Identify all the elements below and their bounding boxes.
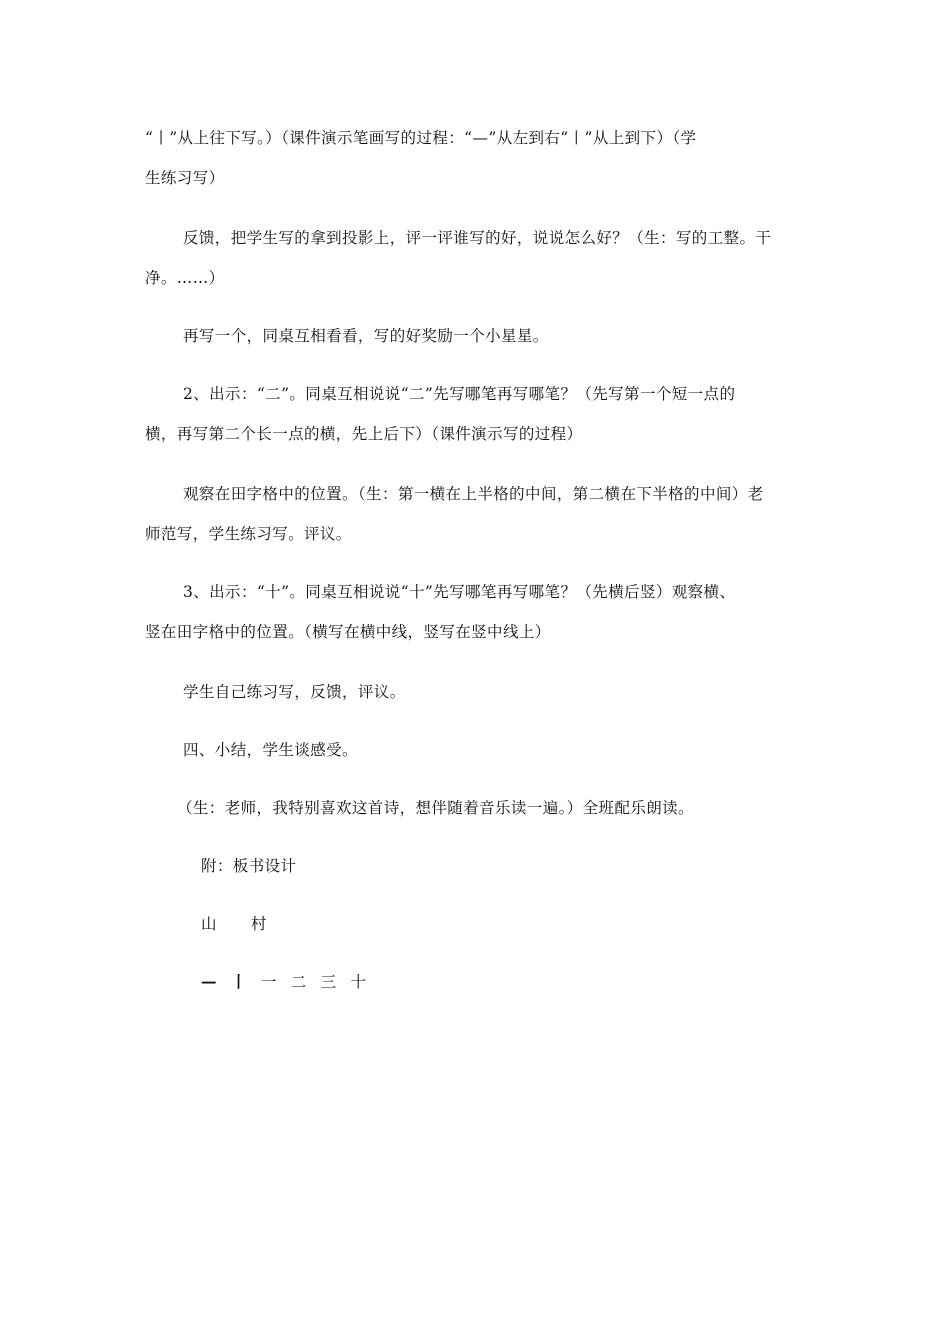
paragraph-9-line-1: （生：老师，我特别喜欢这首诗，想伴随着音乐读一遍。）全班配乐朗读。 xyxy=(177,799,694,817)
paragraph-6-line-1: 3、出示：“十”。同桌互相说说“十”先写哪笔再写哪笔？（先横后竖）观察横、 xyxy=(183,583,736,601)
board-title-char-2: 村 xyxy=(250,915,267,933)
paragraph-1-line-1: “丨”从上往下写。）（课件演示笔画写的过程：“—”从左到右“丨”从上到下）（学 xyxy=(145,129,697,147)
paragraph-6-line-2: 竖在田字格中的位置。（横写在横中线，竖写在竖中线上） xyxy=(145,623,551,641)
char-yi: 一 xyxy=(260,973,277,991)
paragraph-5-line-2: 师范写，学生练习写。评议。 xyxy=(145,525,352,543)
char-shi: 十 xyxy=(350,973,367,991)
paragraph-1-line-2: 生练习写） xyxy=(145,169,225,187)
board-title xyxy=(201,914,267,934)
paragraph-2-line-1: 反馈，把学生写的拿到投影上，评一评谁写的好，说说怎么好？（生：写的工整。干 xyxy=(183,229,772,247)
paragraph-8-line-1: 四、小结，学生谈感受。 xyxy=(183,741,358,759)
paragraph-3-line-1: 再写一个，同桌互相看看，写的好奖励一个小星星。 xyxy=(183,327,549,345)
paragraph-4-line-2: 横，再写第二个长一点的横，先上后下）（课件演示写的过程） xyxy=(145,425,583,443)
board-heading: 附：板书设计 xyxy=(201,857,297,875)
board-title-char-1: 山 xyxy=(201,915,217,933)
char-er: 二 xyxy=(290,973,307,991)
stroke-shu-bold: 丨 xyxy=(230,972,247,991)
stroke-heng-bold: — xyxy=(201,972,217,991)
board-strokes xyxy=(201,972,380,992)
paragraph-2-line-2: 净。……） xyxy=(145,269,225,287)
char-san: 三 xyxy=(320,973,337,991)
paragraph-7-line-1: 学生自己练习写，反馈，评议。 xyxy=(183,683,406,701)
paragraph-5-line-1: 观察在田字格中的位置。（生：第一横在上半格的中间，第二横在下半格的中间）老 xyxy=(183,485,764,503)
paragraph-4-line-1: 2、出示：“二”。同桌互相说说“二”先写哪笔再写哪笔？（先写第一个短一点的 xyxy=(183,385,736,403)
